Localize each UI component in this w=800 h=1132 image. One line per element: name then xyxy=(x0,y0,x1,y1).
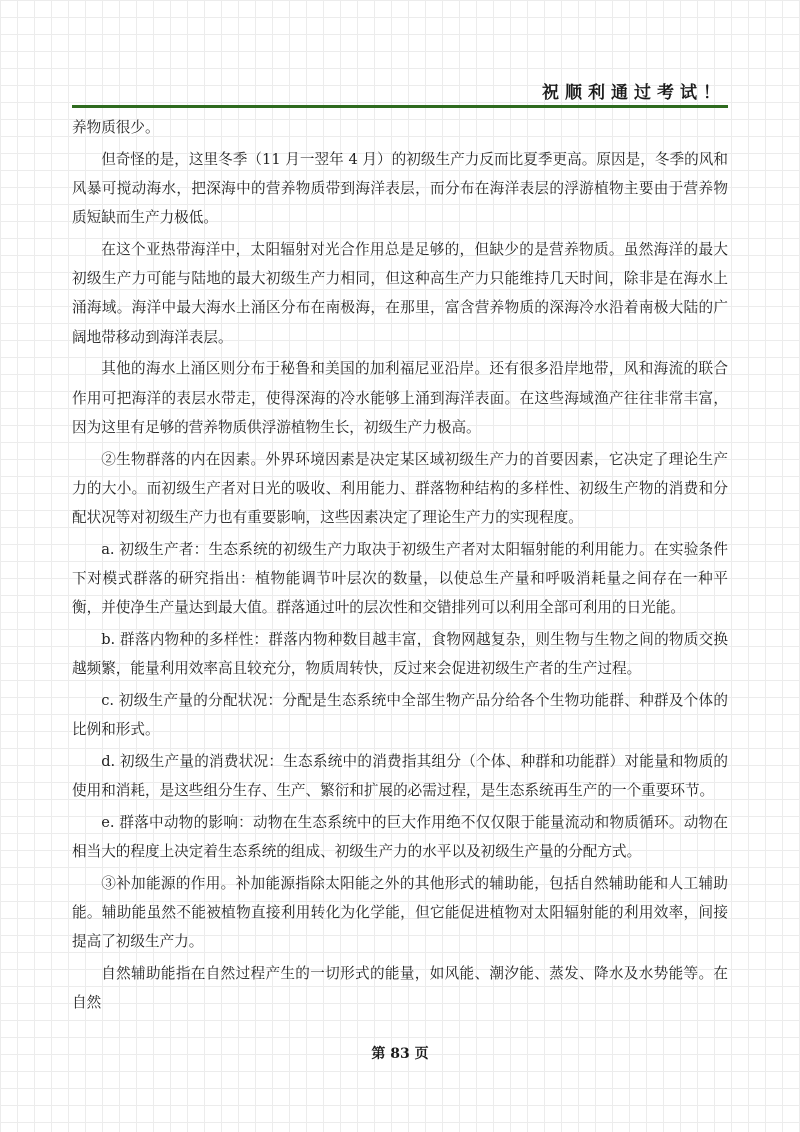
paragraph: e. 群落中动物的影响：动物在生态系统中的巨大作用绝不仅仅限于能量流动和物质循环。动物在相当大的程度上决定着生态系统的组成、初级生产力的水平以及初级生产量的分配方式。 xyxy=(72,814,728,861)
paragraph: c. 初级生产量的分配状况：分配是生态系统中全部生物产品分给各个生物功能群、种群及个体的比例和形式。 xyxy=(72,692,728,739)
paragraph: d. 初级生产量的消费状况：生态系统中的消费指其组分（个体、种群和功能群）对能量和物质的使用和消耗，是这些组分生存、生产、繁衍和扩展的必需过程，是生态系统再生产的一个重要环节。 xyxy=(72,753,728,800)
body-text xyxy=(72,113,728,1020)
paragraph: ③补加能源的作用。补加能源指除太阳能之外的其他形式的辅助能，包括自然辅助能和人工辅助能。辅助能虽然不能被植物直接利用转化为化学能，但它能促进植物对太阳辐射能的利用效率，间接提高了初级生产力。 xyxy=(72,875,728,951)
paragraph: b. 群落内物种的多样性：群落内物种数目越丰富，食物网越复杂，则生物与生物之间的物质交换越频繁，能量利用效率高且较充分，物质周转快，反过来会促进初级生产者的生产过程。 xyxy=(72,631,728,678)
page-header xyxy=(72,74,728,106)
paragraph: ②生物群落的内在因素。外界环境因素是决定某区域初级生产力的首要因素，它决定了理论生产力的大小。而初级生产者对日光的吸收、利用能力、群落物种结构的多样性、初级生产物的消费和分配状况等对初级生产力也有重要影响，这些因素决定了理论生产力的实现程度。 xyxy=(72,450,728,527)
paragraph: 但奇怪的是，这里冬季（11 月一翌年 4 月）的初级生产力反而比夏季更高。原因是，冬季的风和风暴可搅动海水，把深海中的营养物质带到海洋表层，而分布在海洋表层的浮游植物主要由于营养物质短缺而生产力极低。 xyxy=(72,150,728,227)
header-motto: 祝顺利通过考试！ xyxy=(542,83,726,103)
paragraph: 在这个亚热带海洋中，太阳辐射对光合作用总是足够的，但缺少的是营养物质。虽然海洋的最大初级生产力可能与陆地的最大初级生产力相同，但这种高生产力只能维持几天时间，除非是在海水上涌海域。海洋中最大海水上涌区分布在南极海，在那里，富含营养物质的深海冷水沿着南极大陆的广阔地带移动到海洋表层。 xyxy=(72,241,728,346)
paragraph: 其他的海水上涌区则分布于秘鲁和美国的加利福尼亚沿岸。还有很多沿岸地带，风和海流的联合作用可把海洋的表层水带走，使得深海的冷水能够上涌到海洋表面。在这些海域渔产往往非常丰富，因为这里有足够的营养物质供浮游植物生长，初级生产力极高。 xyxy=(72,360,728,436)
paragraph: a. 初级生产者：生态系统的初级生产力取决于初级生产者对太阳辐射能的利用能力。在实验条件下对模式群落的研究指出：植物能调节叶层次的数量，以使总生产量和呼吸消耗量之间存在一种平衡，并使净生产量达到最大值。群落通过叶的层次性和交错排列可以利用全部可利用的日光能。 xyxy=(72,540,728,617)
paragraph: 养物质很少。 xyxy=(72,119,160,136)
header-rule xyxy=(72,105,728,108)
page-number: 第 83 页 xyxy=(371,1046,429,1062)
paragraph: 自然辅助能指在自然过程产生的一切形式的能量，如风能、潮汐能、蒸发、降水及水势能等。在自然 xyxy=(72,965,728,1012)
